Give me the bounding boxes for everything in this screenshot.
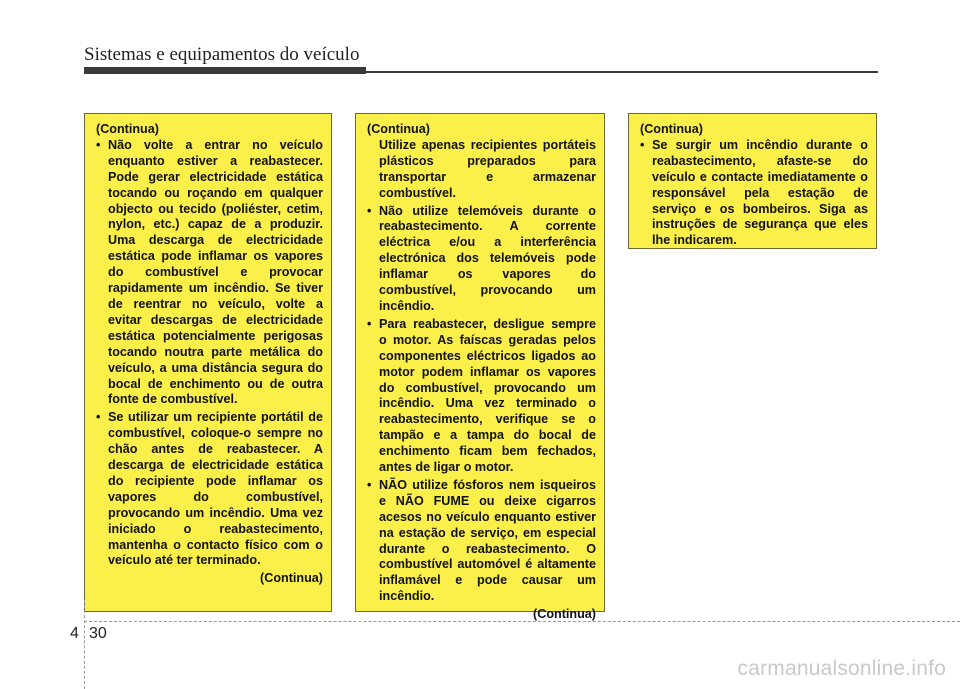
bullet-item: • Se surgir um incêndio durante o reabastecimento, afaste-se do veículo e contacte imediatamente o responsável pela estação de serviço e os bombeiros. Siga as instruções de segurança que eles lhe indicarem. [640, 137, 868, 248]
footer-vertical-guide [84, 600, 85, 689]
bullet-icon: • [367, 316, 372, 331]
header-thick-rule [84, 67, 366, 74]
continued-tail: (Continua) [533, 607, 596, 622]
bullet-item: • Não volte a entrar no veículo enquanto estiver a reabastecer. Pode gerar electricidade estática tocando ou roçando em qualquer objecto ou tecido (poliéster, cetim, nylon, etc.) capaz de a produzir. Uma descarga de electricidade estática pode inflamar os vapores do combustível e provocar rapidamente um incêndio. Se tiver de reentrar no veículo, volte a evitar descargas de electricidade estática potencialmente perigosas tocando noutra parte metálica do veículo, a uma distância segura do bocal de enchimento ou de outra fonte de combustível. [96, 137, 323, 407]
section-number: 4 [70, 625, 79, 642]
bullet-icon: • [367, 203, 372, 218]
warning-box-3 [628, 113, 877, 249]
bullet-item: • Não utilize telemóveis durante o reabastecimento. A corrente eléctrica e/ou a interferência electrónica dos telemóveis pode inflamar os vapores do combustível, provocando um incêndio. [367, 203, 596, 313]
paragraph: Utilize apenas recipientes portáteis plásticos preparados para transportar e armazenar combustível. [379, 137, 596, 200]
warning-box-2 [355, 113, 605, 622]
bullet-item: • Se utilizar um recipiente portátil de combustível, coloque-o sempre no chão antes de reabastecer. A descarga de electricidade estática do recipiente pode inflamar os vapores do combustível, provocando um incêndio. Uma vez iniciado o reabastecimento, mantenha o contacto físico com o veículo até ter terminado. [96, 410, 323, 568]
continued-lead: (Continua) [96, 122, 159, 136]
bullet-item: • Para reabastecer, desligue sempre o motor. As faíscas geradas pelos componentes eléctricos ligados ao motor podem inflamar os vapores do combustível, provocando um incêndio. Uma vez terminado o reabastecimento, verifique se o tampão e a tampa do bocal de enchimento ficam bem fechados, antes de ligar o motor. [367, 316, 596, 475]
page-number: 30 [89, 625, 107, 642]
bullet-icon: • [367, 477, 372, 492]
continued-lead: (Continua) [367, 122, 430, 136]
header-thin-rule [366, 71, 878, 73]
bullet-item: • NÃO utilize fósforos nem isqueiros e NÃO FUME ou deixe cigarros acesos no veículo enquanto estiver na estação de serviço, em especial durante o reabastecimento. O combustível automóvel é altamente inflamável e pode causar um incêndio. [367, 477, 596, 604]
bullet-icon: • [640, 137, 645, 152]
watermark-text: carmanualsonline.info [737, 657, 946, 680]
continued-tail: (Continua) [260, 571, 323, 586]
bullet-icon: • [96, 410, 101, 425]
page-header-title: Sistemas e equipamentos do veículo [84, 44, 360, 65]
continued-lead: (Continua) [640, 122, 703, 136]
bullet-icon: • [96, 137, 101, 152]
warning-box-1 [84, 113, 332, 612]
footer-horizontal-guide [84, 621, 960, 622]
